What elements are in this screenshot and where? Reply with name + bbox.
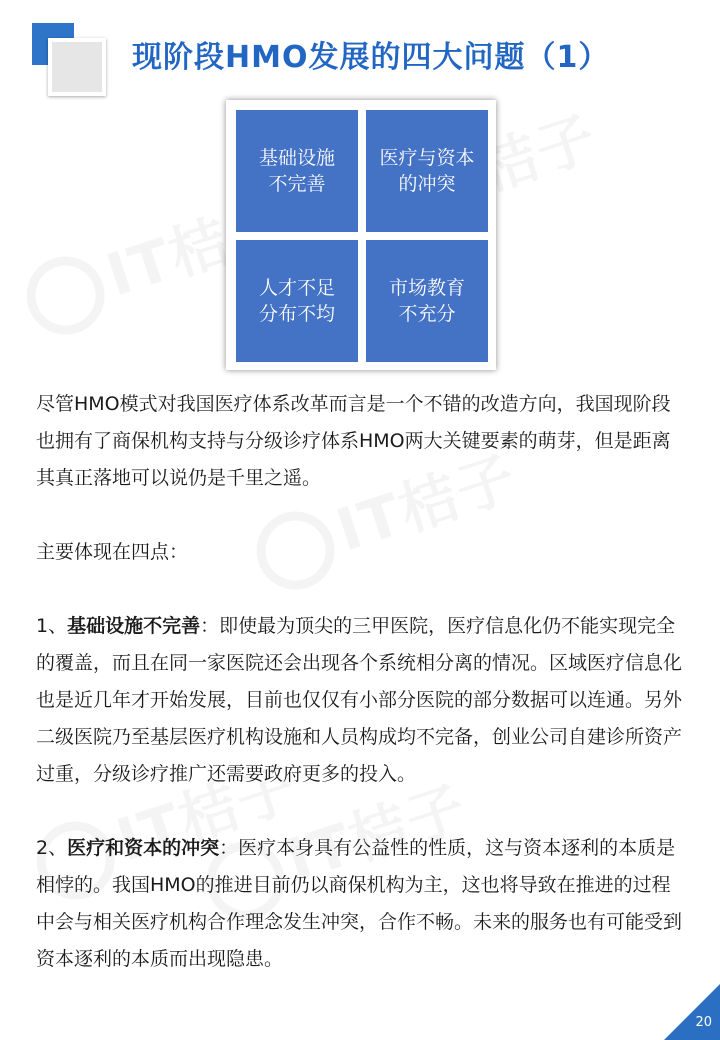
body-text: [36, 386, 686, 978]
point-2-text: ：医疗本身具有公益性的性质，这与资本逐利的本质是相悖的。我国HMO的推进目前仍以商保机构为主，这也将导致在推进的过程中会与相关医疗机构合作理念发生冲突，合作不畅。未来的服务也有可能受到资本逐利的本质而出现隐患。: [36, 837, 683, 970]
point-2-prefix: 2、: [36, 837, 68, 859]
page-number: 20: [695, 1015, 712, 1030]
point-1-heading: 基础设施不完善: [67, 615, 201, 637]
matrix-cell-infrastructure: 基础设施 不完善: [236, 110, 358, 232]
point-2-heading: 医疗和资本的冲突: [67, 837, 220, 859]
problem-matrix: [226, 100, 496, 370]
intro-paragraph: 尽管HMO模式对我国医疗体系改革而言是一个不错的改造方向，我国现阶段也拥有了商保机构支持与分级诊疗体系HMO两大关键要素的萌芽，但是距离其真正落地可以说仍是千里之遥。: [36, 393, 671, 489]
page-title: 现阶段HMO发展的四大问题（1）: [132, 40, 610, 75]
point-1-paragraph: [36, 608, 686, 793]
matrix-cell-market-education: 市场教育 不充分: [366, 240, 488, 362]
point-1-prefix: 1、: [36, 615, 68, 637]
matrix-cell-talent: 人才不足 分布不均: [236, 240, 358, 362]
lead-paragraph: 主要体现在四点：: [36, 541, 189, 563]
matrix-cell-capital-conflict: 医疗与资本 的冲突: [366, 110, 488, 232]
page-corner: [664, 984, 720, 1040]
logo-front-square: [48, 38, 106, 96]
point-2-paragraph: [36, 830, 686, 978]
point-1-text: ：即使最为顶尖的三甲医院，医疗信息化仍不能实现完全的覆盖，而且在同一家医院还会出现各个系统相分离的情况。区域医疗信息化也是近几年才开始发展，目前也仅仅有小部分医院的部分数据可以连通。另外二级医院乃至基层医疗机构设施和人员构成均不完备，创业公司自建诊所资产过重，分级诊疗推广还需要政府更多的投入。: [36, 615, 683, 785]
